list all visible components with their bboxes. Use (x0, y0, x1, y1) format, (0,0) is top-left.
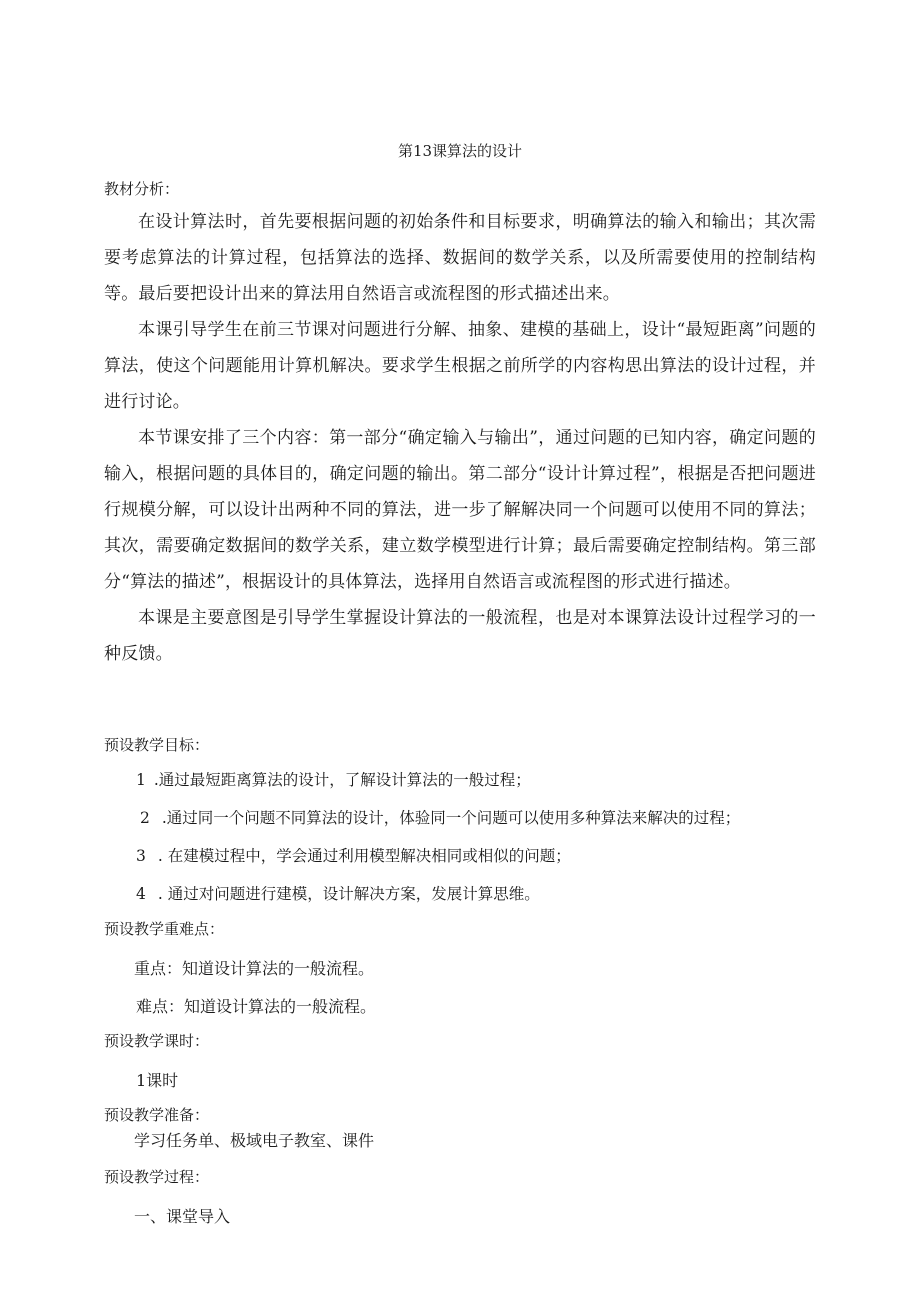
goals-heading: 预设教学目标： (104, 736, 210, 754)
hours-heading: 预设教学课时： (104, 1032, 210, 1050)
page-title: 第13课算法的设计 (397, 142, 523, 160)
goal-text: .通过最短距离算法的设计，了解设计算法的一般过程； (153, 771, 531, 789)
process-heading: 预设教学过程： (104, 1168, 210, 1186)
analysis-paragraph-3: 本节课安排了三个内容：第一部分“确定输入与输出”，通过问题的已知内容，确定问题的输入，根据问题的具体目的，确定问题的输出。第二部分“设计计算过程”，根据是否把问题进行规模分解，可以设计出两种不同的算法，进一步了解解决同一个问题可以使用不同的算法；其次，需要确定数据间的数学关系，建立数学模型进行计算；最后需要确定控制结构。第三部分“算法的描述”，根据设计的具体算法，选择用自然语言或流程图的形式进行描述。 (104, 428, 816, 592)
goal-item-4 (136, 882, 540, 904)
prep-value: 学习任务单、极域电子教室、课件 (134, 1131, 375, 1150)
goal-text: . 通过对问题进行建模，设计解决方案，发展计算思维。 (157, 885, 540, 903)
analysis-heading: 教材分析： (104, 180, 180, 198)
goal-item-1 (136, 768, 531, 790)
goal-text: .通过同一个问题不同算法的设计，体验同一个问题可以使用多种算法来解决的过程； (161, 809, 741, 827)
goal-number: 1 (136, 771, 146, 789)
goal-item-3 (136, 844, 571, 866)
analysis-paragraph-2: 本课引导学生在前三节课对问题进行分解、抽象、建模的基础上，设计“最短距离”问题的算法，使这个问题能用计算机解决。要求学生根据之前所学的内容构思出算法的设计过程，并进行讨论。 (104, 320, 816, 412)
goal-text: . 在建模过程中，学会通过利用模型解决相同或相似的问题； (157, 847, 571, 865)
goal-number: 2 (140, 809, 150, 827)
analysis-paragraph-4: 本课是主要意图是引导学生掌握设计算法的一般流程，也是对本课算法设计过程学习的一种反馈。 (104, 608, 816, 664)
difficulty-point: 难点：知道设计算法的一般流程。 (136, 997, 377, 1016)
prep-heading: 预设教学准备： (104, 1106, 210, 1124)
hours-value: 1课时 (136, 1071, 179, 1090)
keypoints-heading: 预设教学重难点： (104, 920, 225, 938)
key-point: 重点：知道设计算法的一般流程。 (134, 959, 375, 978)
goal-number: 3 (136, 847, 146, 865)
goal-number: 4 (136, 885, 146, 903)
process-first-step: 一、课堂导入 (134, 1207, 231, 1226)
analysis-paragraph-1: 在设计算法时，首先要根据问题的初始条件和目标要求，明确算法的输入和输出；其次需要考虑算法的计算过程，包括算法的选择、数据间的数学关系，以及所需要使用的控制结构等。最后要把设计出来的算法用自然语言或流程图的形式描述出来。 (104, 212, 816, 304)
goal-item-2 (140, 806, 740, 828)
